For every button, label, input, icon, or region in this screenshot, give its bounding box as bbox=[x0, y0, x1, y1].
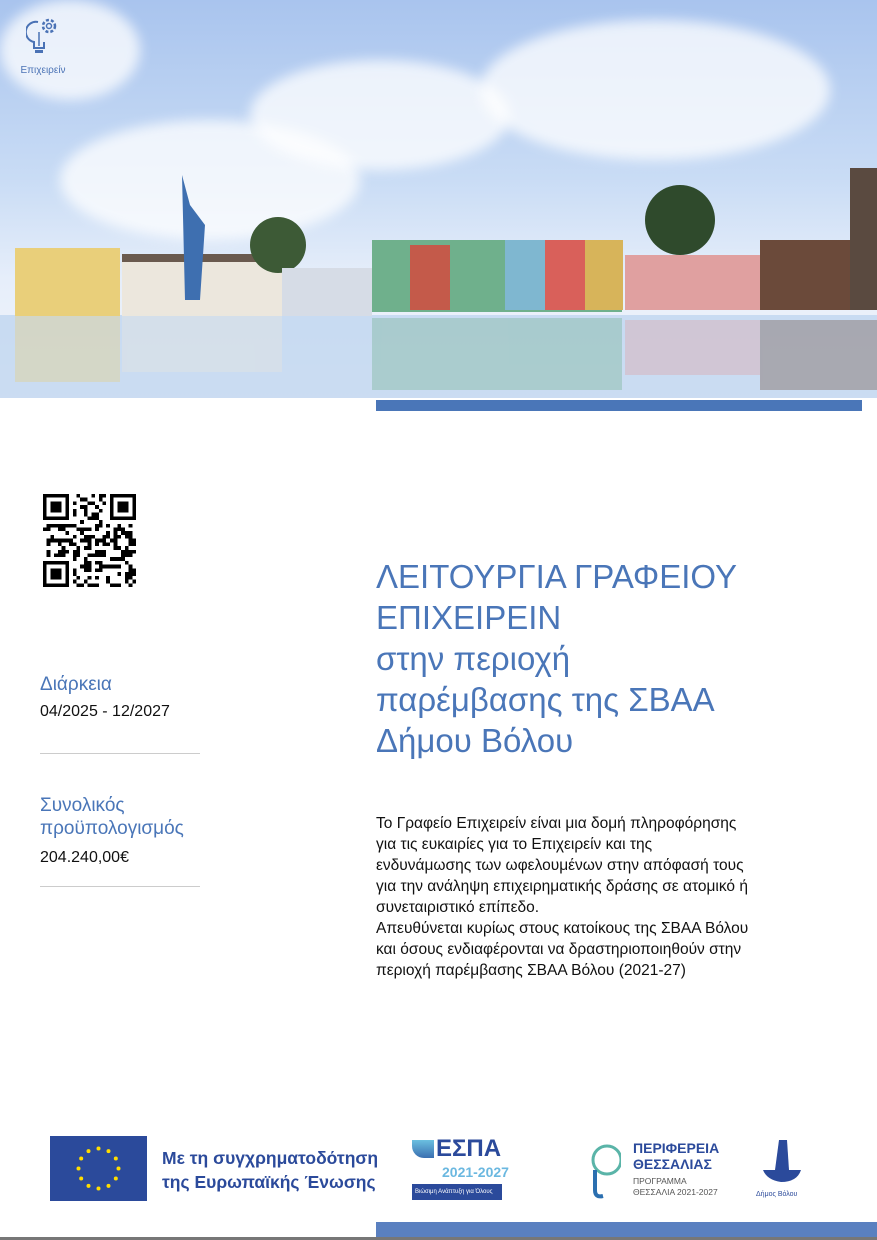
description-line: για τις ευκαιρίες για το Επιχειρείν και της bbox=[376, 836, 653, 853]
title-line: Δήμου Βόλου bbox=[376, 722, 574, 759]
region-line: ΠΡΟΓΡΑΜΜΑ bbox=[633, 1176, 687, 1186]
description-line: συνεταιριστικό επίπεδο. bbox=[376, 899, 540, 916]
logo-text: Επιχειρείν bbox=[20, 65, 66, 76]
title-line: στην περιοχή bbox=[376, 640, 571, 677]
eu-line: Με τη συγχρηματοδότηση bbox=[162, 1148, 379, 1168]
espa-logo bbox=[412, 1136, 512, 1202]
accent-bar-bottom bbox=[376, 1222, 877, 1237]
header-banner-image bbox=[0, 0, 877, 398]
region-line: ΠΕΡΙΦΕΡΕΙΑ bbox=[633, 1140, 720, 1156]
description-line: ενδυνάμωσης των ωφελουμένων στην απόφασή τους bbox=[376, 857, 744, 874]
eu-stars-icon bbox=[50, 1136, 147, 1201]
region-thessaly-logo bbox=[585, 1136, 735, 1202]
budget-label-line1: Συνολικός bbox=[40, 795, 125, 816]
lightbulb-gear-icon bbox=[26, 14, 60, 58]
espa-title: ΕΣΠΑ bbox=[436, 1135, 502, 1162]
description-line: Το Γραφείο Επιχειρείν είναι μια δομή πληροφόρησης bbox=[376, 815, 737, 832]
duration-label: Διάρκεια bbox=[40, 674, 112, 695]
description-line: για την ανάληψη επιχειρηματικής δράσης σε ατομικό ή bbox=[376, 878, 748, 895]
region-line: ΘΕΣΣΑΛΙΑ 2021-2027 bbox=[633, 1187, 718, 1197]
divider bbox=[40, 886, 200, 887]
eu-flag-logo bbox=[50, 1136, 147, 1201]
budget-value: 204.240,00€ bbox=[40, 849, 129, 866]
espa-tagline: Βιώσιμη Ανάπτυξη για Όλους bbox=[412, 1184, 502, 1200]
title-line: ΛΕΙΤΟΥΡΓΙΑ ΓΡΑΦΕΙΟΥ bbox=[376, 558, 738, 595]
divider bbox=[40, 753, 200, 754]
description-line: περιοχή παρέμβασης ΣΒΑΑ Βόλου (2021-27) bbox=[376, 962, 686, 979]
description bbox=[376, 813, 836, 981]
eu-cofunding-text bbox=[162, 1146, 378, 1194]
description-line: και όσους ενδιαφέρονται να δραστηριοποιηθούν στην bbox=[376, 941, 742, 958]
municipality-volos-logo bbox=[752, 1136, 812, 1202]
epixeirein-logo bbox=[18, 14, 68, 77]
qr-code bbox=[43, 494, 136, 587]
page-title bbox=[376, 556, 856, 761]
region-logo-icon bbox=[585, 1140, 621, 1200]
title-line: ΕΠΙΧΕΙΡΕΙΝ bbox=[376, 599, 562, 636]
eu-line: της Ευρωπαϊκής Ένωσης bbox=[162, 1172, 376, 1192]
title-line: παρέμβασης της ΣΒΑΑ bbox=[376, 681, 715, 718]
municipality-name: Δήμος Βόλου bbox=[756, 1191, 798, 1198]
espa-waves-icon bbox=[412, 1140, 434, 1158]
description-line: Απευθύνεται κυρίως στους κατοίκους της ΣΒΑΑ Βόλου bbox=[376, 920, 749, 937]
ship-icon bbox=[757, 1136, 807, 1186]
duration-value: 04/2025 - 12/2027 bbox=[40, 703, 170, 720]
espa-years: 2021-2027 bbox=[442, 1164, 509, 1180]
accent-bar-top bbox=[376, 400, 862, 411]
region-line: ΘΕΣΣΑΛΙΑΣ bbox=[633, 1156, 712, 1172]
city-skyline bbox=[0, 0, 877, 398]
budget-label-line2: προϋπολογισμός bbox=[40, 818, 184, 839]
